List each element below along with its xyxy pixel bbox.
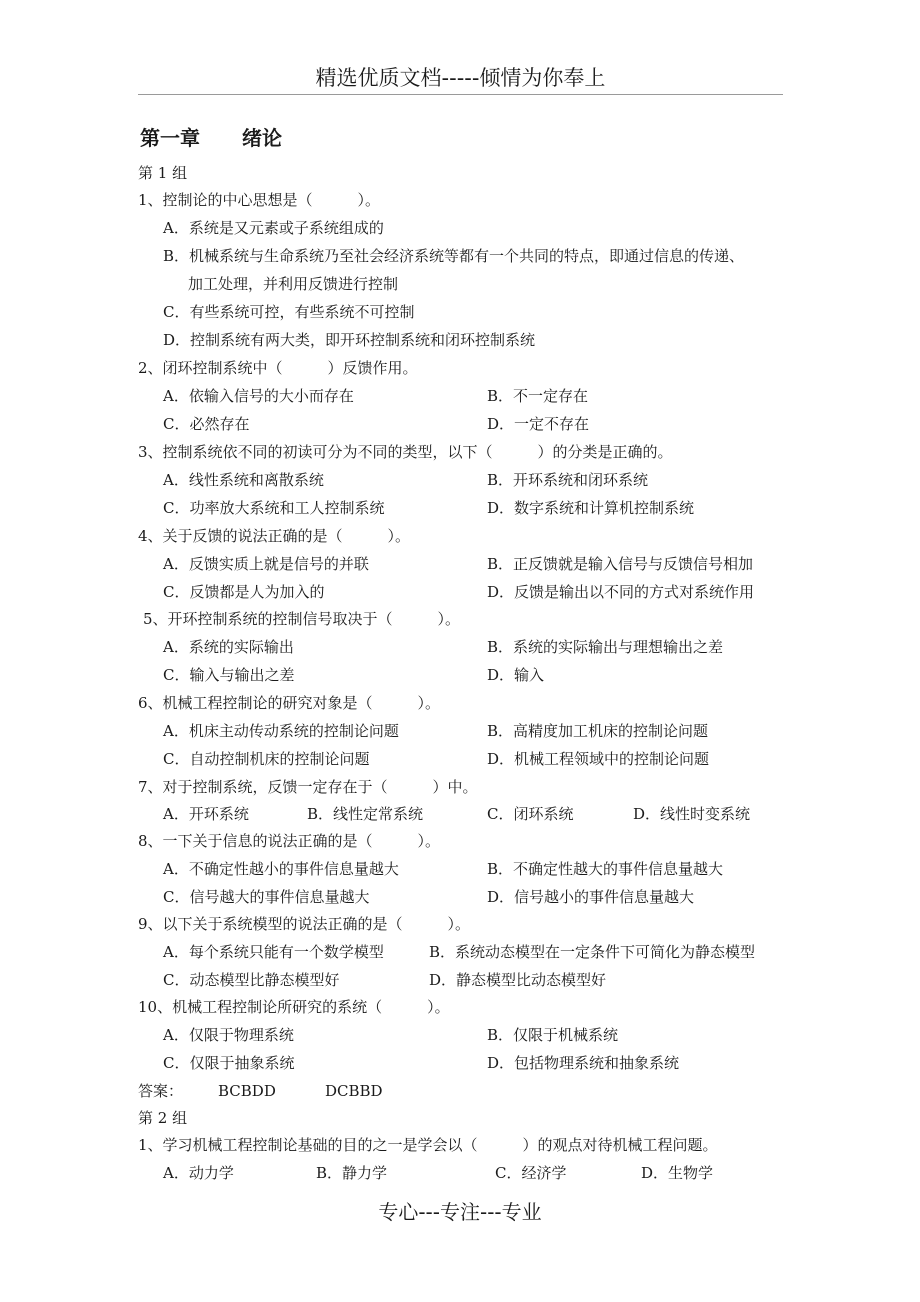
option-a: A．系统是又元素或子系统组成的	[163, 219, 384, 237]
option-d: D．控制系统有两大类，即开环控制系统和闭环控制系统	[163, 331, 536, 349]
option-d: D．生物学	[641, 1164, 714, 1182]
option-b: B．系统动态模型在一定条件下可简化为静态模型	[429, 943, 756, 961]
option-a: A．线性系统和离散系统	[163, 471, 324, 489]
question-text: 8、一下关于信息的说法正确的是（ ）。	[138, 832, 441, 850]
option-a: A．依输入信号的大小而存在	[163, 387, 354, 405]
option-d: D．线性时变系统	[633, 805, 751, 823]
option-d: D．输入	[487, 666, 545, 684]
option-c: C．信号越大的事件信息量越大	[163, 888, 370, 906]
chapter-name: 绪论	[242, 126, 282, 150]
answer-set-1: BCBDD	[218, 1082, 276, 1100]
option-d: D．数字系统和计算机控制系统	[487, 499, 695, 517]
question-text: 10、机械工程控制论所研究的系统（ ）。	[138, 998, 450, 1016]
option-c: C．必然存在	[163, 415, 250, 433]
option-c: C．反馈都是人为加入的	[163, 583, 325, 601]
option-b: B．仅限于机械系统	[487, 1026, 619, 1044]
option-d: D．信号越小的事件信息量越大	[487, 888, 695, 906]
option-c: C．经济学	[495, 1164, 567, 1182]
option-b: B．系统的实际输出与理想输出之差	[487, 638, 724, 656]
question-text: 7、对于控制系统，反馈一定存在于（ ）中。	[138, 778, 478, 796]
option-c: C．自动控制机床的控制论问题	[163, 750, 370, 768]
page-footer: 专心---专注---专业	[378, 1200, 542, 1224]
option-d: D．反馈是输出以不同的方式对系统作用	[487, 583, 755, 601]
option-d: D．静态模型比动态模型好	[429, 971, 607, 989]
option-c: C．输入与输出之差	[163, 666, 295, 684]
answer-label: 答案：	[138, 1082, 184, 1100]
option-c: C．仅限于抽象系统	[163, 1054, 295, 1072]
question-text: 5、开环控制系统的控制信号取决于（ ）。	[143, 610, 461, 628]
question-text: 6、机械工程控制论的研究对象是（ ）。	[138, 694, 441, 712]
page-header: 精选优质文档-----倾情为你奉上	[138, 62, 783, 95]
option-c: C．有些系统可控，有些系统不可控制	[163, 303, 415, 321]
option-d: D．机械工程领域中的控制论问题	[487, 750, 710, 768]
question-text: 1、学习机械工程控制论基础的目的之一是学会以（ ）的观点对待机械工程问题。	[138, 1136, 718, 1154]
option-a: A．反馈实质上就是信号的并联	[163, 555, 369, 573]
option-d: D．一定不存在	[487, 415, 590, 433]
option-c: C．闭环系统	[487, 805, 574, 823]
chapter-number: 第一章	[140, 126, 200, 150]
option-a: A．仅限于物理系统	[163, 1026, 294, 1044]
question-text: 3、控制系统依不同的初读可分为不同的类型，以下（ ）的分类是正确的。	[138, 443, 673, 461]
option-b-continued: 加工处理，并利用反馈进行控制	[188, 275, 399, 293]
option-a: A．机床主动传动系统的控制论问题	[163, 722, 399, 740]
option-a: A．不确定性越小的事件信息量越大	[163, 860, 399, 878]
option-b: B．高精度加工机床的控制论问题	[487, 722, 709, 740]
option-c: C．功率放大系统和工人控制系统	[163, 499, 385, 517]
question-text: 2、闭环控制系统中（ ）反馈作用。	[138, 359, 418, 377]
question-text: 4、关于反馈的说法正确的是（ ）。	[138, 527, 411, 545]
answer-set-2: DCBBD	[325, 1082, 383, 1100]
question-text: 9、以下关于系统模型的说法正确的是（ ）。	[138, 915, 471, 933]
group-label: 第 1 组	[138, 164, 188, 182]
option-b: B．正反馈就是输入信号与反馈信号相加	[487, 555, 754, 573]
option-b: B．线性定常系统	[307, 805, 424, 823]
option-b: B．机械系统与生命系统乃至社会经济系统等都有一个共同的特点，即通过信息的传递、	[163, 247, 745, 265]
option-b: B．不一定存在	[487, 387, 589, 405]
option-b: B．开环系统和闭环系统	[487, 471, 649, 489]
question-text: 1、控制论的中心思想是（ ）。	[138, 191, 381, 209]
group-label: 第 2 组	[138, 1109, 188, 1127]
option-a: A．每个系统只能有一个数学模型	[163, 943, 384, 961]
chapter-title	[140, 122, 282, 151]
option-a: A．开环系统	[163, 805, 249, 823]
option-a: A．动力学	[163, 1164, 234, 1182]
option-b: B．静力学	[316, 1164, 388, 1182]
option-d: D．包括物理系统和抽象系统	[487, 1054, 680, 1072]
option-a: A．系统的实际输出	[163, 638, 294, 656]
option-b: B．不确定性越大的事件信息量越大	[487, 860, 724, 878]
option-c: C．动态模型比静态模型好	[163, 971, 340, 989]
